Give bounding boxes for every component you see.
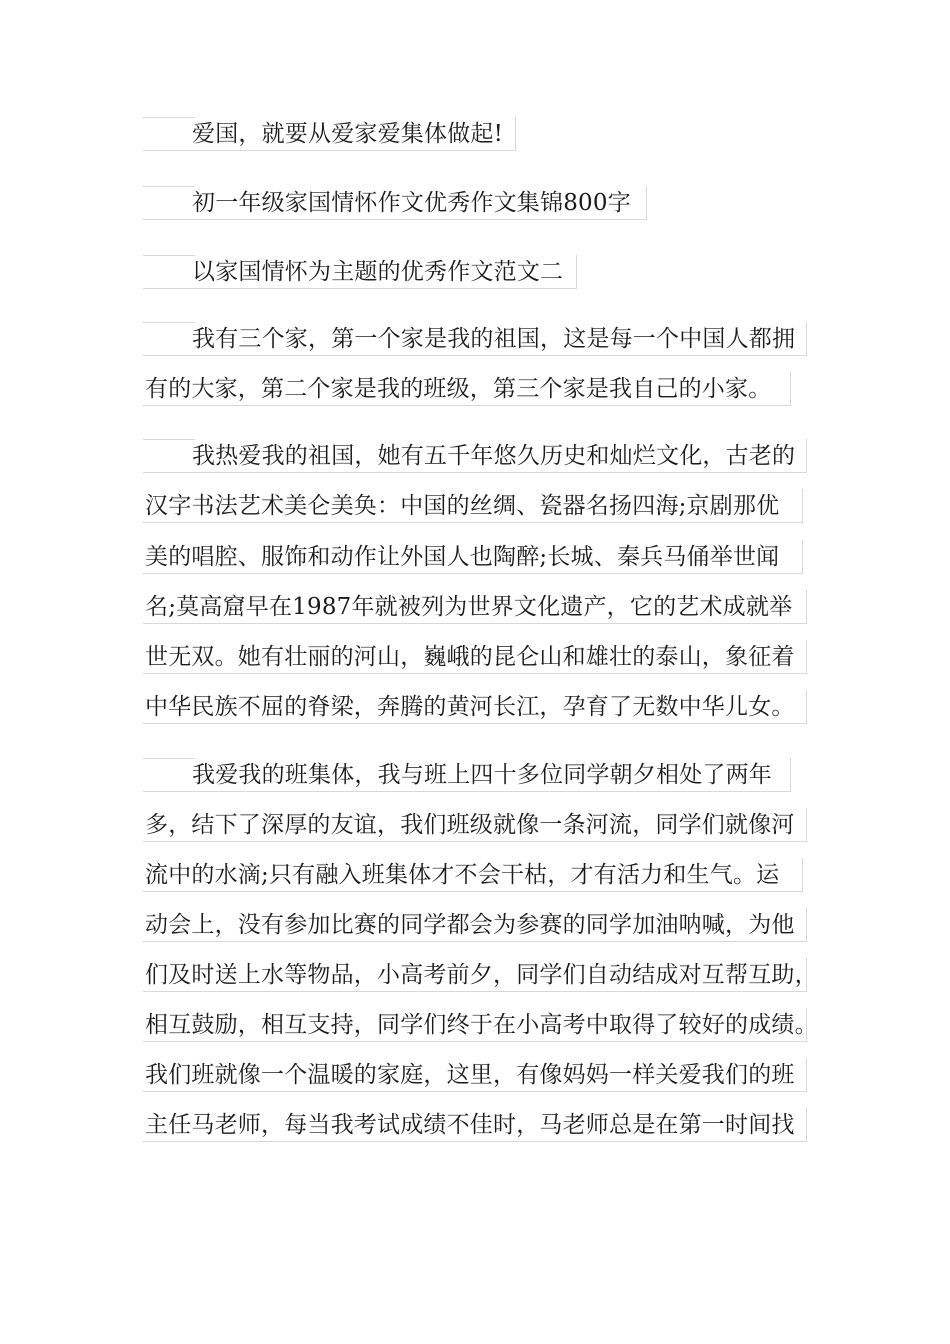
- text-line-heading-3: 以家国情怀为主题的优秀作文范文二: [143, 255, 577, 289]
- paragraph-2-line-3: 美的唱腔、服饰和动作让外国人也陶醉;长城、秦兵马俑举世闻: [143, 540, 803, 574]
- paragraph-1-line-2: 有的大家，第二个家是我的班级，第三个家是我自己的小家。: [143, 372, 791, 406]
- paragraph-3-line-2: 多，结下了深厚的友谊，我们班级就像一条河流，同学们就像河: [143, 808, 807, 842]
- paragraph-2-line-1: 我热爱我的祖国，她有五千年悠久历史和灿烂文化，古老的: [143, 439, 807, 473]
- paragraph-1-line-1: 我有三个家，第一个家是我的祖国，这是每一个中国人都拥: [143, 322, 807, 356]
- paragraph-3-line-3: 流中的水滴;只有融入班集体才不会干枯，才有活力和生气。运: [143, 858, 803, 892]
- paragraph-3-line-6: 相互鼓励，相互支持，同学们终于在小高考中取得了较好的成绩。: [143, 1008, 807, 1042]
- paragraph-2-line-4: 名;莫高窟早在1987年就被列为世界文化遗产，它的艺术成就举: [143, 590, 807, 624]
- paragraph-3-line-1: 我爱我的班集体，我与班上四十多位同学朝夕相处了两年: [143, 758, 791, 792]
- text-line-heading-2: 初一年级家国情怀作文优秀作文集锦800字: [143, 186, 647, 220]
- paragraph-2-line-5: 世无双。她有壮丽的河山，巍峨的昆仑山和雄壮的泰山，象征着: [143, 640, 807, 674]
- text-line-heading-1: 爱国，就要从爱家爱集体做起!: [143, 117, 516, 151]
- paragraph-3-line-7: 我们班就像一个温暖的家庭，这里，有像妈妈一样关爱我们的班: [143, 1058, 807, 1092]
- paragraph-3-line-8: 主任马老师，每当我考试成绩不佳时，马老师总是在第一时间找: [143, 1108, 807, 1142]
- paragraph-2-line-6: 中华民族不屈的脊梁，奔腾的黄河长江，孕育了无数中华儿女。: [143, 690, 807, 724]
- paragraph-3-line-4: 动会上，没有参加比赛的同学都会为参赛的同学加油呐喊，为他: [143, 908, 807, 942]
- paragraph-2-line-2: 汉字书法艺术美仑美奂：中国的丝绸、瓷器名扬四海;京剧那优: [143, 489, 803, 523]
- paragraph-3-line-5: 们及时送上水等物品，小高考前夕，同学们自动结成对互帮互助，: [143, 958, 807, 992]
